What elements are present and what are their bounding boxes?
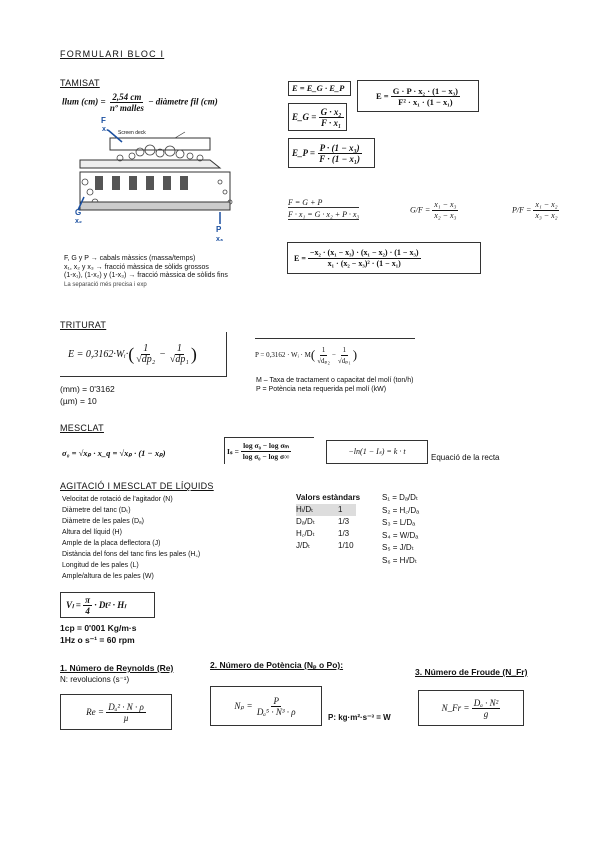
equation-E-big: [357, 80, 479, 112]
constant-mm: (mm) = 0'3162: [60, 384, 115, 394]
bond-notes: [256, 377, 413, 394]
froude-title: 3. Número de Froude (N_Fr): [415, 667, 528, 677]
section-tamisat-heading: TAMISAT: [60, 78, 100, 88]
tamisat-legend: [64, 255, 228, 289]
eq-EG-num: G · x₂: [320, 106, 342, 117]
eq-GF-den: x₂ − x₃: [434, 211, 457, 220]
fig-label-G: G: [75, 208, 82, 217]
standard-key: Hₗ/Dₜ: [296, 505, 314, 514]
eq-Re-num: Dₐ² · N · ρ: [108, 701, 144, 712]
eq-V-rhs: · Dt² · Hₗ: [94, 599, 126, 610]
note-P: P = Potència neta requerida pel molí (kW): [256, 385, 387, 393]
eq-E3-num: −x₂ · (x₁ − x₃) · (x₁ − x₂) · (1 − x₃): [309, 247, 419, 257]
shape-factor: S₆ = Hₗ/Dₜ: [382, 555, 418, 565]
minus-sign: −: [157, 348, 168, 360]
standard-value: 1/10: [338, 541, 354, 550]
eq-bond-P-ad: √dₚ₂: [317, 356, 330, 365]
fig-label-x3: x₃: [216, 236, 224, 243]
eq-Fr-den: g: [483, 708, 489, 719]
constant-um: (µm) = 10: [60, 396, 97, 406]
power-number-title: 2. Número de Potència (Nₚ o Po):: [210, 660, 344, 670]
equation-power-number: [210, 686, 322, 726]
eq-Is-den: log σ₀ − log σ∞: [242, 451, 290, 461]
eq-Is-lhs: Iₛ =: [227, 446, 239, 456]
eq-PF-lhs: P/F =: [512, 205, 532, 215]
standard-values-title: Valors estàndars: [296, 493, 361, 502]
standard-value: 1/3: [338, 517, 350, 526]
equation-EG: [288, 103, 347, 131]
variable-item: Altura del líquid (H): [62, 529, 122, 536]
section-agitacio-heading: AGITACIÓ I MESCLAT DE LÍQUIDS: [60, 481, 214, 491]
eq-EG-lhs: E_G =: [292, 112, 317, 122]
sieve-springs: [95, 176, 188, 190]
eq-bond-E-ad: √dp₂: [136, 353, 156, 365]
eq-Is-num: log σ₀ − log σₘ: [243, 440, 290, 450]
eq-Np-num: P: [273, 695, 279, 706]
shape-factor: S₄ = W/Dₐ: [382, 530, 419, 540]
legend-line: La separació més precisa i exp: [64, 281, 147, 288]
open-paren: (: [128, 343, 135, 364]
eq-EP-den: F · (1 − x₁): [319, 153, 360, 164]
legend-line: (1-x₁), (1-x₂) y (1-x₃) → fracció màssica de sòlids fins: [64, 272, 228, 280]
variable-item: Diàmetre del tanc (Dₜ): [62, 507, 131, 514]
fig-label-F: F: [101, 116, 106, 125]
eq-EG-den: F · x₁: [320, 117, 342, 128]
equation-balances: [288, 198, 359, 220]
equation-froude: [418, 690, 524, 726]
equation-line-label: Equació de la recta: [431, 453, 500, 462]
eq-Ebig-num: G · P · x₂ · (1 − x₃): [392, 85, 458, 96]
bond-constants: [60, 383, 115, 407]
shape-factor: S₂ = H꜀/Dₐ: [382, 505, 420, 515]
standard-row: [296, 540, 360, 552]
equation-P-over-F: [512, 200, 559, 221]
standard-value: 1/3: [338, 529, 350, 538]
standard-key: H꜀/Dₜ: [296, 529, 315, 538]
variable-item: Distància del fons del tanc fins les pales (H꜀): [62, 551, 201, 558]
equation-E-product: E = E_G · E_P: [288, 81, 351, 96]
eq-Fr-num: Dₐ · N²: [473, 697, 499, 708]
unit-cp: 1cp = 0'001 Kg/m·s: [60, 623, 137, 633]
eq-bond-E-a: 1: [143, 342, 149, 354]
power-unit-note: P: kg·m²·s⁻³ = W: [328, 713, 391, 722]
equation-ln: −ln(1 − Iₛ) = k · t: [326, 440, 428, 464]
standard-row: [296, 528, 360, 540]
legend-line: F, G y P → cabals màssics (massa/temps): [64, 255, 196, 262]
eq-PF-den: x₃ − x₂: [535, 211, 558, 220]
sieve-particles: [82, 145, 232, 205]
shape-factors: [382, 492, 419, 567]
equation-sigma: σ₀ = √xₚ · x_q = √xₚ · (1 − xₚ): [62, 448, 166, 458]
eq-bond-E-bd: √dp₁: [169, 353, 189, 365]
screen-deck-leader: [175, 132, 185, 138]
variable-item: Velocitat de rotació de l'agitador (N): [62, 496, 173, 503]
unit-hz: 1Hz o s⁻¹ = 60 rpm: [60, 635, 135, 645]
eq-bond-P-lhs: P = 0,3162 · Wᵢ · M: [255, 351, 311, 359]
eq-balance-total: F = G + P: [288, 198, 359, 208]
eq-bond-P-bd: √dₚ₁: [337, 356, 351, 365]
eq-V-den: 4: [85, 605, 90, 616]
equation-bond-P: [255, 338, 415, 371]
equation-volume: [60, 592, 155, 618]
equation-Is: [224, 437, 314, 464]
eq-Np-den: Dₐ⁵ · N³ · ρ: [256, 706, 296, 717]
variable-item: Longitud de les pales (L): [62, 562, 139, 569]
equation-bond-E: [60, 332, 227, 377]
eq-Re-lhs: Re =: [86, 707, 104, 717]
eq-Fr-lhs: N_Fr =: [441, 703, 470, 713]
eq-V-num: π: [85, 594, 91, 605]
eq-PF-num: x₁ − x₂: [535, 200, 558, 209]
equation-EP: [288, 138, 375, 168]
reynolds-note: N: revolucions (s⁻¹): [60, 675, 130, 684]
equation-E-combined: [287, 242, 481, 274]
eq-llum-lhs: llum (cm) =: [62, 96, 106, 107]
close-paren: ): [352, 347, 358, 362]
standard-value: 1: [338, 505, 343, 514]
reynolds-title: 1. Número de Reynolds (Re): [60, 663, 174, 673]
variable-item: Diàmetre de les pales (Dₐ): [62, 518, 144, 525]
shape-factor: S₁ = Dₐ/Dₜ: [382, 493, 419, 502]
eq-llum-rhs: − diàmetre fil (cm): [148, 96, 218, 107]
eq-bond-P-a: 1: [321, 345, 326, 354]
variable-item: Ample/altura de les pales (W): [62, 573, 154, 580]
section-triturat-heading: TRITURAT: [60, 320, 107, 330]
note-M: M – Taxa de tractament o capacitat del molí (ton/h): [256, 377, 414, 384]
eq-llum-num: 2,54 cm: [112, 92, 142, 102]
eq-Re-den: µ: [123, 712, 129, 723]
sieve-hopper: [110, 138, 210, 150]
variable-item: Ample de la placa deflectora (J): [62, 540, 161, 547]
equation-reynolds: [60, 694, 172, 730]
legend-line: x₁, x₂ y x₃ → fracció màssica de sòlids grossos: [64, 263, 209, 271]
document-title: FORMULARI BLOC I: [60, 49, 165, 59]
eq-GF-num: x₁ − x₃: [434, 200, 457, 209]
eq-bond-E-b: 1: [176, 342, 182, 354]
standard-values: [296, 492, 360, 552]
agitator-variables: [62, 494, 200, 582]
eq-GF-lhs: G/F =: [410, 205, 431, 215]
open-paren: (: [310, 347, 316, 362]
fig-label-screen-deck: Screen deck: [118, 130, 146, 136]
close-paren: ): [190, 343, 197, 364]
sieve-figure: [60, 112, 240, 252]
eq-EP-num: P · (1 − x₃): [319, 142, 360, 153]
eq-llum-den: nº malles: [109, 103, 144, 113]
eq-Np-lhs: Nₚ =: [234, 700, 253, 711]
eq-bond-P-b: 1: [342, 345, 347, 354]
standard-key: Dₐ/Dₜ: [296, 517, 316, 526]
fig-label-x2: x₂: [75, 218, 83, 225]
standard-key: J/Dₜ: [296, 541, 311, 550]
sieve-base: [80, 202, 230, 210]
fig-label-P: P: [216, 225, 222, 234]
eq-E3-den: x₁ · (x₂ − x₃)² · (1 − x₁): [327, 258, 401, 268]
eq-V-lhs: Vₗ =: [66, 599, 81, 610]
minus-sign: −: [331, 351, 336, 359]
eq-E3-lhs: E =: [294, 253, 306, 263]
eq-bond-E-lhs: E = 0,3162·Wᵢ·: [68, 348, 129, 360]
standard-row: [296, 516, 360, 528]
unit-conversions: [60, 622, 136, 646]
shape-factor: S₃ = L/Dₐ: [382, 518, 416, 527]
equation-llum: [62, 92, 218, 113]
shape-factor: S₅ = J/Dₜ: [382, 543, 415, 552]
eq-balance-coarse: F · x₁ = G · x₂ + P · x₃: [288, 210, 360, 219]
standard-row: [296, 504, 356, 516]
eq-Ebig-lhs: E =: [376, 91, 389, 101]
fig-label-x1: x₁: [102, 126, 109, 133]
eq-Ebig-den: F² · x₁ · (1 − x₁): [398, 96, 453, 107]
section-mesclat-heading: MESCLAT: [60, 423, 104, 433]
equation-G-over-F: [410, 200, 458, 221]
eq-EP-lhs: E_P =: [292, 148, 316, 158]
